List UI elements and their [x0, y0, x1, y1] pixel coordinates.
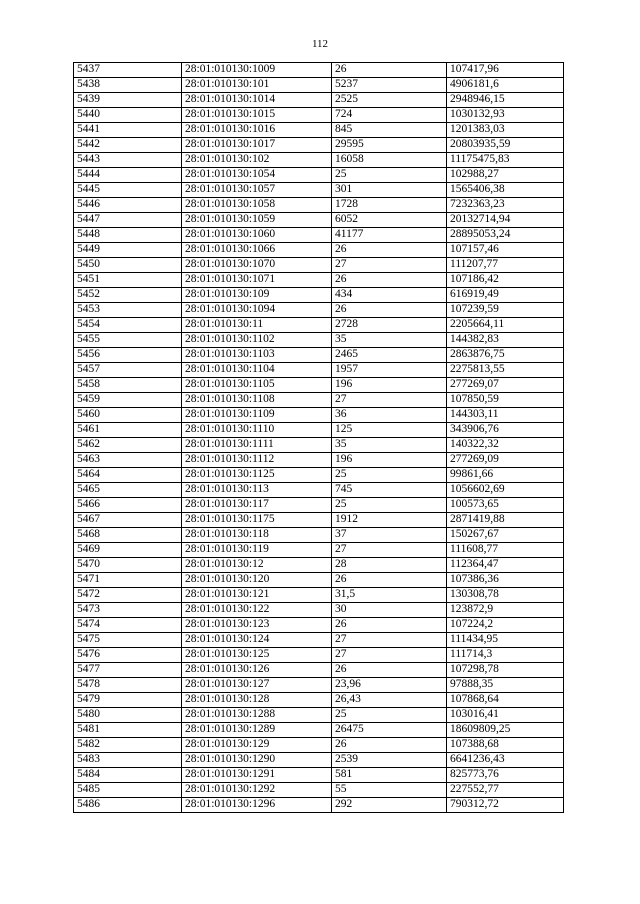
- cadastral-number-cell: 28:01:010130:123: [182, 618, 332, 633]
- row-number-cell: 5483: [74, 753, 182, 768]
- table-row: [74, 168, 564, 183]
- row-number-cell: 5453: [74, 303, 182, 318]
- cadastral-number-cell: 28:01:010130:101: [182, 78, 332, 93]
- area-cell: 2525: [332, 93, 447, 108]
- table-row: [74, 453, 564, 468]
- table-row: [74, 228, 564, 243]
- area-cell: 1912: [332, 513, 447, 528]
- table-row: [74, 753, 564, 768]
- cadastral-value-cell: 1030132,93: [447, 108, 564, 123]
- cadastral-value-cell: 6641236,43: [447, 753, 564, 768]
- row-number-cell: 5463: [74, 453, 182, 468]
- area-cell: 581: [332, 768, 447, 783]
- table-row: [74, 693, 564, 708]
- cadastral-value-cell: 144382,83: [447, 333, 564, 348]
- cadastral-number-cell: 28:01:010130:1288: [182, 708, 332, 723]
- table-row: [74, 798, 564, 813]
- cadastral-number-cell: 28:01:010130:1094: [182, 303, 332, 318]
- cadastral-value-cell: 107224,2: [447, 618, 564, 633]
- cadastral-value-cell: 123872,9: [447, 603, 564, 618]
- cadastral-number-cell: 28:01:010130:1105: [182, 378, 332, 393]
- area-cell: 26: [332, 738, 447, 753]
- area-cell: 23,96: [332, 678, 447, 693]
- cadastral-value-cell: 150267,67: [447, 528, 564, 543]
- table-row: [74, 648, 564, 663]
- cadastral-number-cell: 28:01:010130:1111: [182, 438, 332, 453]
- cadastral-value-cell: 111207,77: [447, 258, 564, 273]
- cadastral-value-cell: 2205664,11: [447, 318, 564, 333]
- cadastral-value-cell: 277269,09: [447, 453, 564, 468]
- cadastral-value-cell: 107298,78: [447, 663, 564, 678]
- table-row: [74, 303, 564, 318]
- area-cell: 55: [332, 783, 447, 798]
- area-cell: 27: [332, 543, 447, 558]
- table-row: [74, 603, 564, 618]
- cadastral-number-cell: 28:01:010130:126: [182, 663, 332, 678]
- cadastral-number-cell: 28:01:010130:1102: [182, 333, 332, 348]
- table-row: [74, 618, 564, 633]
- table-row: [74, 348, 564, 363]
- row-number-cell: 5475: [74, 633, 182, 648]
- cadastral-value-cell: 2871419,88: [447, 513, 564, 528]
- cadastral-number-cell: 28:01:010130:129: [182, 738, 332, 753]
- cadastral-value-cell: 107186,42: [447, 273, 564, 288]
- table-row: [74, 468, 564, 483]
- cadastral-number-cell: 28:01:010130:1071: [182, 273, 332, 288]
- cadastral-number-cell: 28:01:010130:1017: [182, 138, 332, 153]
- row-number-cell: 5480: [74, 708, 182, 723]
- row-number-cell: 5443: [74, 153, 182, 168]
- area-cell: 2465: [332, 348, 447, 363]
- table-row: [74, 408, 564, 423]
- row-number-cell: 5471: [74, 573, 182, 588]
- cadastral-number-cell: 28:01:010130:1296: [182, 798, 332, 813]
- cadastral-value-cell: 97888,35: [447, 678, 564, 693]
- cadastral-number-cell: 28:01:010130:1059: [182, 213, 332, 228]
- area-cell: 27: [332, 648, 447, 663]
- cadastral-value-cell: 790312,72: [447, 798, 564, 813]
- table-row: [74, 588, 564, 603]
- row-number-cell: 5456: [74, 348, 182, 363]
- cadastral-value-cell: 11175475,83: [447, 153, 564, 168]
- table-row: [74, 633, 564, 648]
- area-cell: 5237: [332, 78, 447, 93]
- cadastral-value-cell: 112364,47: [447, 558, 564, 573]
- area-cell: 301: [332, 183, 447, 198]
- table-row: [74, 258, 564, 273]
- area-cell: 35: [332, 333, 447, 348]
- row-number-cell: 5485: [74, 783, 182, 798]
- table-row: [74, 108, 564, 123]
- area-cell: 434: [332, 288, 447, 303]
- row-number-cell: 5438: [74, 78, 182, 93]
- area-cell: 26,43: [332, 693, 447, 708]
- cadastral-number-cell: 28:01:010130:1290: [182, 753, 332, 768]
- cadastral-value-cell: 277269,07: [447, 378, 564, 393]
- cadastral-value-cell: 227552,77: [447, 783, 564, 798]
- cadastral-number-cell: 28:01:010130:120: [182, 573, 332, 588]
- cadastral-number-cell: 28:01:010130:121: [182, 588, 332, 603]
- table-row: [74, 63, 564, 78]
- cadastral-value-cell: 825773,76: [447, 768, 564, 783]
- area-cell: 29595: [332, 138, 447, 153]
- row-number-cell: 5450: [74, 258, 182, 273]
- table-row: [74, 783, 564, 798]
- cadastral-value-cell: 111714,3: [447, 648, 564, 663]
- cadastral-number-cell: 28:01:010130:1289: [182, 723, 332, 738]
- cadastral-value-cell: 20132714,94: [447, 213, 564, 228]
- table-row: [74, 333, 564, 348]
- row-number-cell: 5437: [74, 63, 182, 78]
- cadastral-value-cell: 616919,49: [447, 288, 564, 303]
- cadastral-number-cell: 28:01:010130:118: [182, 528, 332, 543]
- area-cell: 30: [332, 603, 447, 618]
- row-number-cell: 5458: [74, 378, 182, 393]
- cadastral-value-cell: 107388,68: [447, 738, 564, 753]
- cadastral-value-cell: 107850,59: [447, 393, 564, 408]
- cadastral-number-cell: 28:01:010130:1175: [182, 513, 332, 528]
- row-number-cell: 5477: [74, 663, 182, 678]
- table-row: [74, 558, 564, 573]
- cadastral-value-cell: 107157,46: [447, 243, 564, 258]
- row-number-cell: 5461: [74, 423, 182, 438]
- area-cell: 2539: [332, 753, 447, 768]
- table-row: [74, 243, 564, 258]
- cadastral-number-cell: 28:01:010130:117: [182, 498, 332, 513]
- area-cell: 16058: [332, 153, 447, 168]
- cadastral-value-cell: 100573,65: [447, 498, 564, 513]
- area-cell: 125: [332, 423, 447, 438]
- table-row: [74, 483, 564, 498]
- row-number-cell: 5486: [74, 798, 182, 813]
- table-row: [74, 78, 564, 93]
- area-cell: 26475: [332, 723, 447, 738]
- cadastral-number-cell: 28:01:010130:1057: [182, 183, 332, 198]
- row-number-cell: 5467: [74, 513, 182, 528]
- cadastral-number-cell: 28:01:010130:1125: [182, 468, 332, 483]
- table-row: [74, 183, 564, 198]
- cadastral-number-cell: 28:01:010130:1291: [182, 768, 332, 783]
- row-number-cell: 5468: [74, 528, 182, 543]
- area-cell: 25: [332, 468, 447, 483]
- table-row: [74, 528, 564, 543]
- cadastral-number-cell: 28:01:010130:1016: [182, 123, 332, 138]
- table-body: [74, 63, 564, 813]
- cadastral-number-cell: 28:01:010130:1103: [182, 348, 332, 363]
- area-cell: 26: [332, 63, 447, 78]
- area-cell: 26: [332, 618, 447, 633]
- row-number-cell: 5451: [74, 273, 182, 288]
- cadastral-number-cell: 28:01:010130:102: [182, 153, 332, 168]
- cadastral-value-cell: 343906,76: [447, 423, 564, 438]
- cadastral-value-table: [73, 62, 564, 813]
- table-row: [74, 498, 564, 513]
- cadastral-value-cell: 28895053,24: [447, 228, 564, 243]
- table-row: [74, 198, 564, 213]
- area-cell: 27: [332, 393, 447, 408]
- area-cell: 25: [332, 708, 447, 723]
- table-row: [74, 318, 564, 333]
- row-number-cell: 5454: [74, 318, 182, 333]
- row-number-cell: 5441: [74, 123, 182, 138]
- area-cell: 26: [332, 663, 447, 678]
- cadastral-value-cell: 111608,77: [447, 543, 564, 558]
- cadastral-value-cell: 2863876,75: [447, 348, 564, 363]
- area-cell: 27: [332, 633, 447, 648]
- cadastral-number-cell: 28:01:010130:1015: [182, 108, 332, 123]
- row-number-cell: 5448: [74, 228, 182, 243]
- cadastral-value-cell: 130308,78: [447, 588, 564, 603]
- table-row: [74, 708, 564, 723]
- cadastral-number-cell: 28:01:010130:109: [182, 288, 332, 303]
- area-cell: 26: [332, 243, 447, 258]
- cadastral-number-cell: 28:01:010130:1070: [182, 258, 332, 273]
- row-number-cell: 5482: [74, 738, 182, 753]
- cadastral-number-cell: 28:01:010130:12: [182, 558, 332, 573]
- area-cell: 1957: [332, 363, 447, 378]
- row-number-cell: 5457: [74, 363, 182, 378]
- cadastral-number-cell: 28:01:010130:1058: [182, 198, 332, 213]
- cadastral-value-cell: 18609809,25: [447, 723, 564, 738]
- row-number-cell: 5481: [74, 723, 182, 738]
- row-number-cell: 5449: [74, 243, 182, 258]
- row-number-cell: 5462: [74, 438, 182, 453]
- row-number-cell: 5478: [74, 678, 182, 693]
- cadastral-value-cell: 144303,11: [447, 408, 564, 423]
- cadastral-number-cell: 28:01:010130:1060: [182, 228, 332, 243]
- table-row: [74, 273, 564, 288]
- cadastral-number-cell: 28:01:010130:1009: [182, 63, 332, 78]
- table-row: [74, 393, 564, 408]
- row-number-cell: 5442: [74, 138, 182, 153]
- table-row: [74, 438, 564, 453]
- area-cell: 196: [332, 378, 447, 393]
- cadastral-value-cell: 111434,95: [447, 633, 564, 648]
- area-cell: 25: [332, 498, 447, 513]
- cadastral-value-cell: 107868,64: [447, 693, 564, 708]
- table-row: [74, 363, 564, 378]
- cadastral-number-cell: 28:01:010130:125: [182, 648, 332, 663]
- table-row: [74, 153, 564, 168]
- area-cell: 845: [332, 123, 447, 138]
- row-number-cell: 5466: [74, 498, 182, 513]
- table-row: [74, 288, 564, 303]
- table-row: [74, 513, 564, 528]
- cadastral-number-cell: 28:01:010130:124: [182, 633, 332, 648]
- row-number-cell: 5469: [74, 543, 182, 558]
- table-row: [74, 723, 564, 738]
- cadastral-value-cell: 2948946,15: [447, 93, 564, 108]
- table-row: [74, 768, 564, 783]
- cadastral-value-cell: 102988,27: [447, 168, 564, 183]
- cadastral-value-cell: 2275813,55: [447, 363, 564, 378]
- area-cell: 26: [332, 303, 447, 318]
- cadastral-value-cell: 4906181,6: [447, 78, 564, 93]
- table-row: [74, 423, 564, 438]
- area-cell: 1728: [332, 198, 447, 213]
- row-number-cell: 5479: [74, 693, 182, 708]
- row-number-cell: 5470: [74, 558, 182, 573]
- cadastral-number-cell: 28:01:010130:127: [182, 678, 332, 693]
- row-number-cell: 5452: [74, 288, 182, 303]
- area-cell: 745: [332, 483, 447, 498]
- area-cell: 37: [332, 528, 447, 543]
- cadastral-number-cell: 28:01:010130:1110: [182, 423, 332, 438]
- table-row: [74, 543, 564, 558]
- cadastral-value-cell: 1056602,69: [447, 483, 564, 498]
- row-number-cell: 5455: [74, 333, 182, 348]
- area-cell: 2728: [332, 318, 447, 333]
- area-cell: 41177: [332, 228, 447, 243]
- cadastral-value-cell: 140322,32: [447, 438, 564, 453]
- cadastral-number-cell: 28:01:010130:1112: [182, 453, 332, 468]
- area-cell: 292: [332, 798, 447, 813]
- row-number-cell: 5446: [74, 198, 182, 213]
- cadastral-value-cell: 103016,41: [447, 708, 564, 723]
- cadastral-number-cell: 28:01:010130:1109: [182, 408, 332, 423]
- cadastral-value-cell: 107239,59: [447, 303, 564, 318]
- cadastral-number-cell: 28:01:010130:1104: [182, 363, 332, 378]
- cadastral-value-cell: 107386,36: [447, 573, 564, 588]
- row-number-cell: 5460: [74, 408, 182, 423]
- area-cell: 28: [332, 558, 447, 573]
- row-number-cell: 5444: [74, 168, 182, 183]
- cadastral-number-cell: 28:01:010130:1014: [182, 93, 332, 108]
- area-cell: 26: [332, 573, 447, 588]
- cadastral-value-cell: 99861,66: [447, 468, 564, 483]
- table-row: [74, 213, 564, 228]
- row-number-cell: 5472: [74, 588, 182, 603]
- area-cell: 31,5: [332, 588, 447, 603]
- row-number-cell: 5445: [74, 183, 182, 198]
- row-number-cell: 5464: [74, 468, 182, 483]
- area-cell: 724: [332, 108, 447, 123]
- table-row: [74, 573, 564, 588]
- cadastral-value-cell: 20803935,59: [447, 138, 564, 153]
- row-number-cell: 5474: [74, 618, 182, 633]
- cadastral-value-cell: 107417,96: [447, 63, 564, 78]
- area-cell: 6052: [332, 213, 447, 228]
- area-cell: 35: [332, 438, 447, 453]
- cadastral-number-cell: 28:01:010130:1054: [182, 168, 332, 183]
- cadastral-number-cell: 28:01:010130:1292: [182, 783, 332, 798]
- table-row: [74, 138, 564, 153]
- row-number-cell: 5447: [74, 213, 182, 228]
- area-cell: 26: [332, 273, 447, 288]
- area-cell: 196: [332, 453, 447, 468]
- row-number-cell: 5440: [74, 108, 182, 123]
- row-number-cell: 5465: [74, 483, 182, 498]
- table-row: [74, 93, 564, 108]
- cadastral-value-cell: 1565406,38: [447, 183, 564, 198]
- cadastral-value-cell: 1201383,03: [447, 123, 564, 138]
- area-cell: 25: [332, 168, 447, 183]
- cadastral-number-cell: 28:01:010130:119: [182, 543, 332, 558]
- table-row: [74, 738, 564, 753]
- cadastral-number-cell: 28:01:010130:122: [182, 603, 332, 618]
- row-number-cell: 5484: [74, 768, 182, 783]
- table-row: [74, 123, 564, 138]
- row-number-cell: 5476: [74, 648, 182, 663]
- area-cell: 27: [332, 258, 447, 273]
- row-number-cell: 5473: [74, 603, 182, 618]
- area-cell: 36: [332, 408, 447, 423]
- cadastral-number-cell: 28:01:010130:11: [182, 318, 332, 333]
- cadastral-number-cell: 28:01:010130:1066: [182, 243, 332, 258]
- cadastral-number-cell: 28:01:010130:1108: [182, 393, 332, 408]
- row-number-cell: 5459: [74, 393, 182, 408]
- cadastral-number-cell: 28:01:010130:113: [182, 483, 332, 498]
- page-number: 112: [311, 38, 329, 50]
- cadastral-value-cell: 7232363,23: [447, 198, 564, 213]
- table-row: [74, 663, 564, 678]
- table-row: [74, 378, 564, 393]
- row-number-cell: 5439: [74, 93, 182, 108]
- cadastral-number-cell: 28:01:010130:128: [182, 693, 332, 708]
- table-row: [74, 678, 564, 693]
